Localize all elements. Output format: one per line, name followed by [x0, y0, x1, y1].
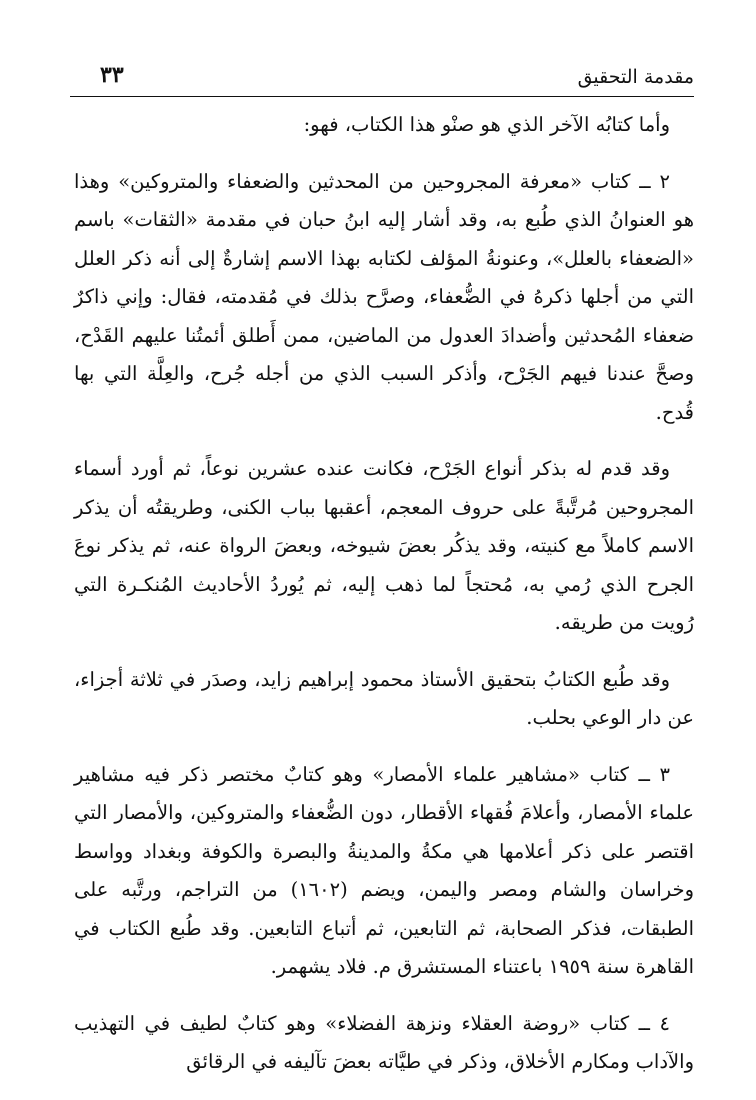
page-body [74, 106, 694, 1100]
page-number: ٣٣ [100, 62, 124, 88]
page-header [70, 62, 694, 97]
paragraph-item-3: ٣ ــ كتاب «مشاهير علماء الأمصار» وهو كتابٌ مختصر ذكر فيه مشاهير علماء الأمصار، وأعلامَ فُقهاء الأقطار، دون الضُّعفاء والمتروكين، والأمصار التي اقتصر على ذكر أعلامها هي مكةُ والمدينةُ والبصرة والكوفة وبغداد وواسط وخراسان والشام ومصر واليمن، ويضم (١٦٠٢) من التراجم، ورتَّبه على الطبقات، فذكر الصحابة، ثم التابعين، ثم أتباع التابعين. وقد طُبع الكتاب في القاهرة سنة ١٩٥٩ باعتناء المستشرق م. فلاد يشهمر. [74, 762, 694, 978]
paragraph-intro: وأما كتابُه الآخر الذي هو صنْو هذا الكتاب، فهو: [303, 113, 670, 136]
paragraph-item-4: ٤ ــ كتاب «روضة العقلاء ونزهة الفضلاء» وهو كتابٌ لطيف في التهذيب والآداب ومكارم الأخلاق، وذكر في طيَّاته بعضَ تآليفه في الرقائق [74, 1011, 694, 1073]
paragraph-item-2-publication: وقد طُبع الكتابُ بتحقيق الأستاذ محمود إبراهيم زايد، وصدَر في ثلاثة أجزاء، عن دار الوعي بحلب. [74, 667, 694, 729]
running-title: مقدمة التحقيق [577, 66, 694, 88]
paragraph-item-2: ٢ ــ كتاب «معرفة المجروحين من المحدثين والضعفاء والمتروكين» وهذا هو العنوانُ الذي طُبع به، وقد أشار إليه ابنُ حبان في مقدمة «الثقات» باسم «الضعفاء بالعلل»، وعنونةُ المؤلف لكتابه بهذا الاسم إشارةٌ إلى أنه ذكر العلل التي من أجلها ذكرهُ في الضُّعفاء، وصرَّح بذلك في مُقدمته، فقال: وإني ذاكرٌ ضعفاء المُحدثين وأضدادَ العدول من الماضين، ممن أَطلق أئمتُنا عليهم القَدْح، وصحَّ عندنا فيهم الجَرْح، وأذكر السبب الذي من أجله جُرح، والعِلَّة التي بها قُدح. [74, 169, 694, 424]
paragraph-item-2-details: وقد قدم له بذكر أنواع الجَرْح، فكانت عنده عشرين نوعاً، ثم أورد أسماء المجروحين مُرتَّبةً على حروف المعجم، أعقبها بباب الكنى، وطريقتُه أن يذكر الاسم كاملاً مع كنيته، وقد يذكُر بعضَ شيوخه، وبعضَ الرواة عنه، ثم يذكر نوعَ الجرح الذي رُمي به، مُحتجاً لما ذهب إليه، ثم يُوردُ الأحاديث المُنكـرة التي رُويت من طريقه. [74, 457, 694, 634]
